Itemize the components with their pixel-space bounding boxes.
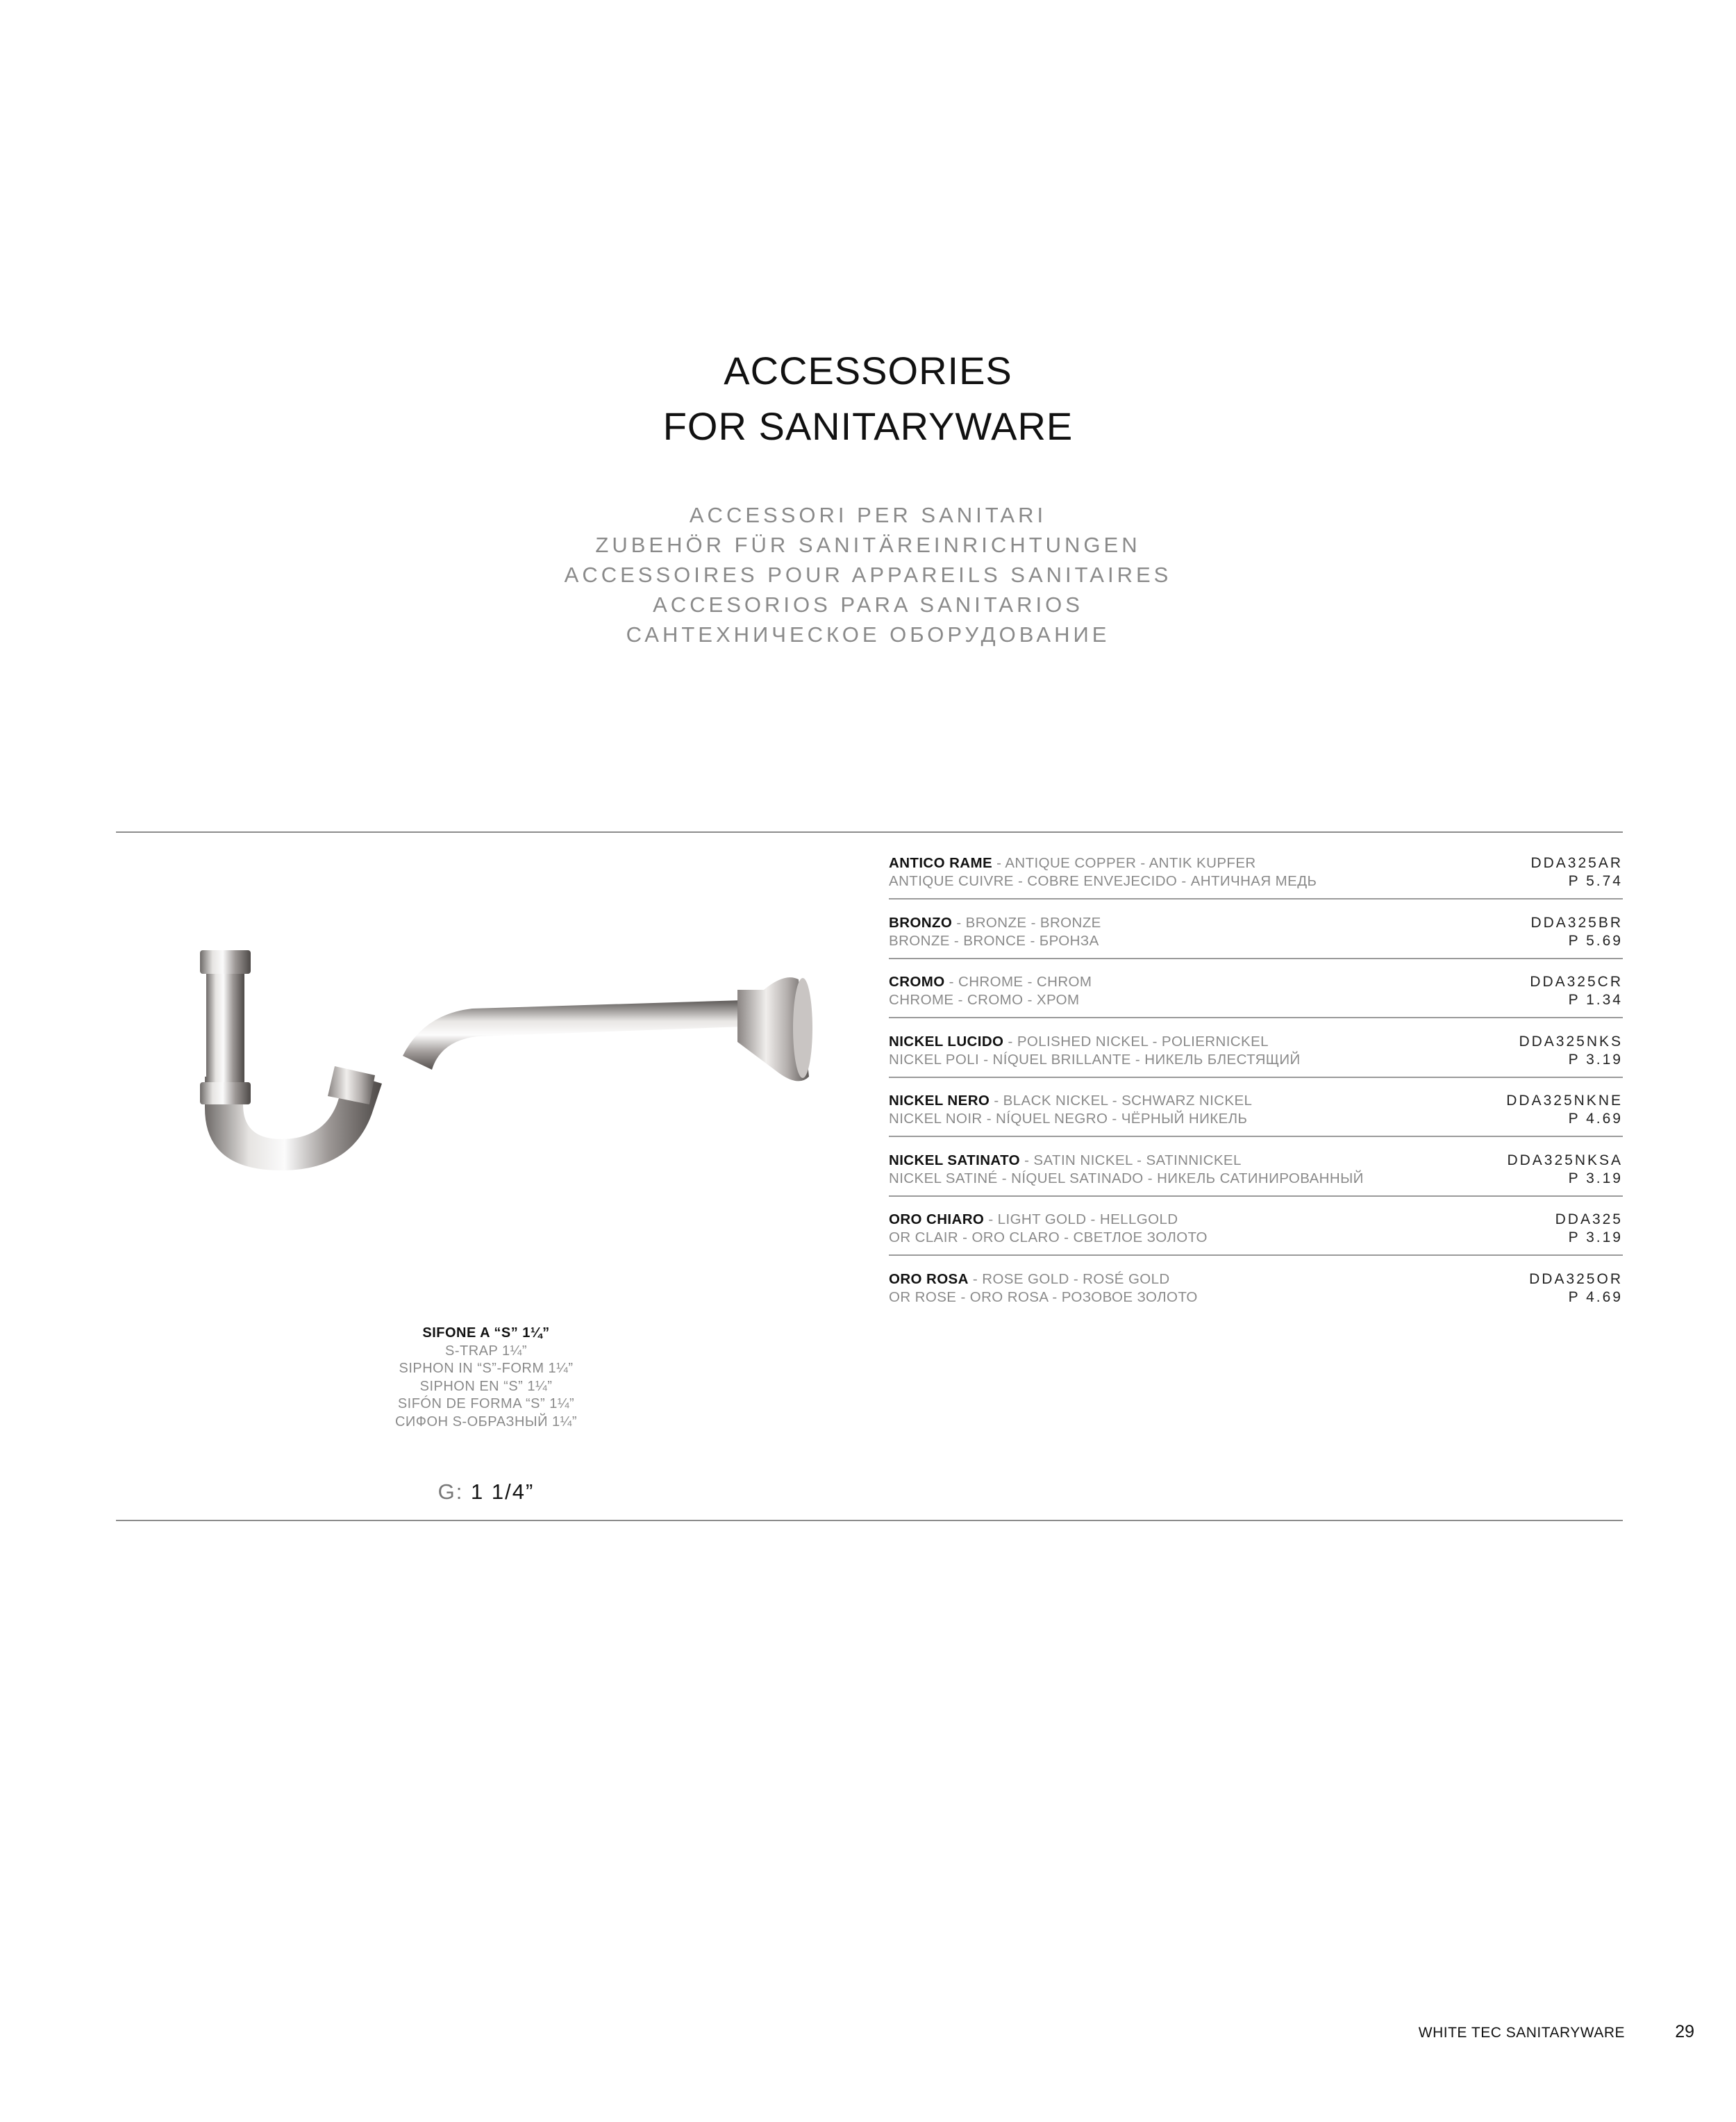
finish-row (889, 1089, 1623, 1149)
row-divider (889, 958, 1623, 959)
finish-code: DDA325 (1555, 1211, 1623, 1227)
title-line-1: ACCESSORIES (724, 349, 1012, 392)
finish-row (889, 911, 1623, 971)
title-line-2: FOR SANITARYWARE (662, 404, 1074, 448)
finish-name: ANTICO RAME (889, 855, 993, 871)
finish-translations-2: NICKEL NOIR - NÍQUEL NEGRO - ЧЁРНЫЙ НИКЕЛЬ (889, 1111, 1248, 1127)
finish-row (889, 970, 1623, 1030)
finish-price: P 4.69 (1568, 1288, 1623, 1305)
finish-name: BRONZO (889, 914, 953, 931)
finish-row (889, 852, 1623, 911)
thread-size-value: 1 1/4” (471, 1479, 535, 1504)
finish-code: DDA325AR (1530, 855, 1623, 871)
row-divider (889, 1017, 1623, 1018)
finish-price: P 5.69 (1568, 932, 1623, 949)
finish-row (889, 1208, 1623, 1268)
finish-code: DDA325NKS (1519, 1033, 1623, 1050)
finish-name: NICKEL NERO (889, 1093, 990, 1109)
finish-code: DDA325OR (1529, 1270, 1623, 1287)
row-divider (889, 1254, 1623, 1256)
subtitle-russian: САНТЕХНИЧЕСКОЕ ОБОРУДОВАНИЕ (626, 622, 1110, 647)
finish-translations-2: ANTIQUE CUIVRE - COBRE ENVEJECIDO - АНТИЧНАЯ МЕДЬ (889, 873, 1317, 889)
finish-row (889, 1030, 1623, 1090)
caption-line: S-TRAP 1¼” (445, 1343, 527, 1359)
row-divider (889, 1195, 1623, 1197)
finishes-table (889, 852, 1623, 1327)
finish-translations-2: BRONZE - BRONCE - БРОНЗА (889, 932, 1099, 949)
finish-code: DDA325NKSA (1507, 1152, 1623, 1168)
caption-line: СИФОН S-ОБРАЗНЫЙ 1¼” (394, 1414, 577, 1429)
finish-translations-2: OR CLAIR - ORO CLARO - СВЕТЛОЕ ЗОЛОТО (889, 1229, 1208, 1245)
finish-translations-2: NICKEL POLI - NÍQUEL BRILLANTE - НИКЕЛЬ БЛЕСТЯЩИЙ (889, 1051, 1301, 1068)
row-divider (889, 1136, 1623, 1137)
finish-price: P 4.69 (1568, 1111, 1623, 1127)
finish-translations-2: CHROME - CROMO - ХРОМ (889, 992, 1080, 1008)
finish-code: DDA325BR (1530, 914, 1623, 931)
finish-price: P 1.34 (1568, 992, 1623, 1008)
subtitle-italian: ACCESSORI PER SANITARI (689, 503, 1047, 527)
finish-code: DDA325NKNE (1506, 1093, 1623, 1109)
page-number: 29 (1675, 2022, 1694, 2041)
caption-line: SIPHON EN “S” 1¼” (419, 1378, 553, 1394)
finish-row (889, 1149, 1623, 1209)
finish-name: ORO ROSA (889, 1270, 969, 1287)
finish-price: P 3.19 (1568, 1051, 1623, 1068)
s-trap-siphon-photo (174, 931, 819, 1202)
finish-translations: - BLACK NICKEL - SCHWARZ NICKEL (990, 1093, 1253, 1109)
finish-price: P 5.74 (1568, 873, 1623, 889)
thread-size-label: G: (437, 1479, 464, 1504)
finish-translations: - LIGHT GOLD - HELLGOLD (984, 1211, 1178, 1227)
finish-translations: - BRONZE - BRONZE (952, 914, 1101, 931)
finish-price: P 3.19 (1568, 1170, 1623, 1186)
finish-translations: - SATIN NICKEL - SATINNICKEL (1020, 1152, 1242, 1168)
subtitle-spanish: ACCESORIOS PARA SANITARIOS (653, 592, 1083, 617)
finish-row (889, 1268, 1623, 1327)
thread-size (278, 1478, 694, 1506)
page-title (0, 343, 1736, 454)
subtitle-german: ZUBEHÖR FÜR SANITÄREINRICHTUNGEN (595, 533, 1141, 557)
caption-line: SIFÓN DE FORMA “S” 1¼” (397, 1396, 575, 1411)
translated-subtitles (0, 500, 1736, 649)
finish-name: NICKEL SATINATO (889, 1152, 1020, 1168)
finish-code: DDA325CR (1530, 974, 1623, 990)
finish-translations: - ROSE GOLD - ROSÉ GOLD (968, 1270, 1170, 1287)
top-divider (116, 831, 1623, 833)
caption-main: SIFONE A “S” 1¼” (422, 1325, 550, 1341)
row-divider (889, 1077, 1623, 1078)
bottom-divider (116, 1520, 1623, 1521)
row-divider (889, 898, 1623, 900)
product-caption (278, 1325, 694, 1431)
finish-translations: - CHROME - CHROM (944, 974, 1092, 990)
finish-name: NICKEL LUCIDO (889, 1033, 1004, 1050)
finish-translations-2: OR ROSE - ORO ROSA - РОЗОВОЕ ЗОЛОТО (889, 1288, 1198, 1305)
finish-translations: - POLISHED NICKEL - POLIERNICKEL (1003, 1033, 1269, 1050)
finish-name: ORO CHIARO (889, 1211, 985, 1227)
footer-brand: WHITE TEC SANITARYWARE (1418, 2025, 1625, 2041)
finish-name: CROMO (889, 974, 945, 990)
subtitle-french: ACCESSOIRES POUR APPAREILS SANITAIRES (564, 563, 1172, 587)
finish-translations: - ANTIQUE COPPER - ANTIK KUPFER (992, 855, 1256, 871)
caption-line: SIPHON IN “S”-FORM 1¼” (399, 1361, 574, 1376)
finish-price: P 3.19 (1568, 1229, 1623, 1245)
finish-translations-2: NICKEL SATINÉ - NÍQUEL SATINADO - НИКЕЛЬ САТИНИРОВАННЫЙ (889, 1170, 1364, 1186)
